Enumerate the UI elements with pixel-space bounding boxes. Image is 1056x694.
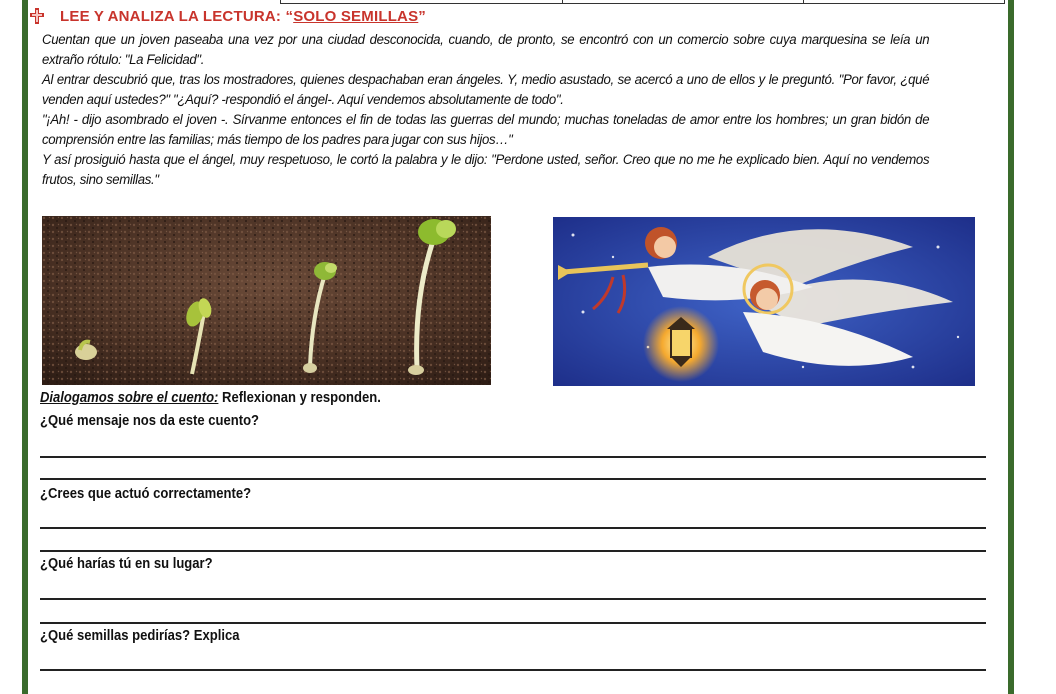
answer-line[interactable] <box>40 478 986 480</box>
reading-heading <box>30 5 426 27</box>
answer-line[interactable] <box>40 550 986 552</box>
answer-line[interactable] <box>40 456 986 458</box>
question-4: ¿Qué semillas pedirías? Explica <box>40 628 240 644</box>
seedlings-photo <box>42 216 491 385</box>
dialogue-title <box>40 390 381 406</box>
answer-line[interactable] <box>40 527 986 529</box>
heading-title: SOLO SEMILLAS <box>293 7 419 25</box>
answer-line[interactable] <box>40 669 986 671</box>
answer-line[interactable] <box>40 598 986 600</box>
cross-bullet-icon <box>30 8 44 24</box>
story-text <box>42 30 929 190</box>
story-paragraph: Al entrar descubrió que, tras los mostradores, quienes despachaban eran ángeles. Y, medio asustado, se acercó a uno de ellos y le preguntó. "Por favor, ¿qué venden aquí ustedes?" "¿Aquí? -respondió el ángel-. Aquí vendemos absolutamente de todo". <box>42 72 930 108</box>
story-paragraph: Y así prosiguió hasta que el ángel, muy respetuoso, le cortó la palabra y le dijo: "Perdone usted, señor. Creo que no me he explicado bien. Aquí no vendemos frutos, sino semillas." <box>42 152 930 188</box>
question-1: ¿Qué mensaje nos da este cuento? <box>40 413 260 429</box>
dialogue-instruction: Reflexionan y responden. <box>218 390 381 406</box>
question-3: ¿Qué harías tú en su lugar? <box>40 556 213 572</box>
story-paragraph: "¡Ah! - dijo asombrado el joven -. Sírvanme entonces el fin de todas las guerras del mundo; muchas toneladas de amor entre los hombres; un gran bidón de comprensión entre las familias; más tiempo de los padres para jugar con sus hijos…" <box>42 112 930 148</box>
heading-prefix: LEE Y ANALIZA LA LECTURA: “ <box>60 7 294 25</box>
dialogue-lead: Dialogamos sobre el cuento: <box>40 390 219 406</box>
question-2: ¿Crees que actuó correctamente? <box>40 486 252 502</box>
heading-suffix: ” <box>418 7 426 25</box>
angels-painting <box>553 217 975 386</box>
answer-line[interactable] <box>40 622 986 624</box>
story-paragraph: Cuentan que un joven paseaba una vez por una ciudad desconocida, cuando, de pronto, se encontró con un comercio sobre cuya marquesina se leía un extraño rótulo: "La Felicidad". <box>42 32 930 68</box>
top-table-edge <box>280 0 1005 4</box>
